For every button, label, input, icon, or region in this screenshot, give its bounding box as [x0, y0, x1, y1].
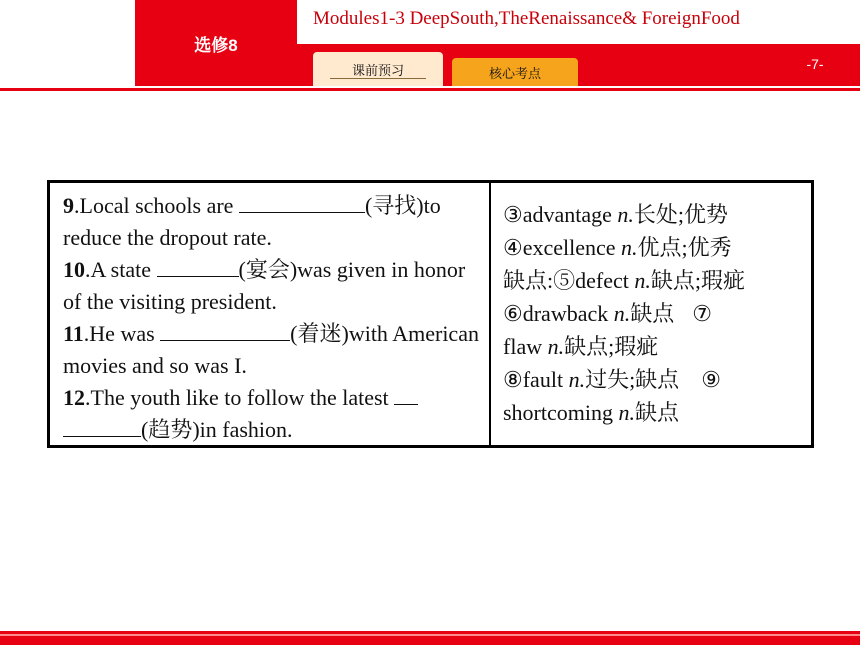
answer-mark: ④ — [503, 235, 523, 260]
question-10 — [63, 254, 479, 318]
question-number: 10 — [63, 257, 85, 282]
answers-cell — [491, 183, 811, 445]
question-11 — [63, 318, 479, 382]
header-divider — [0, 88, 860, 91]
answer-meaning: 缺点;瑕疵 — [650, 268, 745, 293]
answer-word: defect — [575, 268, 635, 293]
answer-trail-mark: ⑨ — [701, 367, 721, 392]
question-text: .He was — [83, 321, 161, 346]
answer-blank[interactable] — [239, 190, 365, 213]
answer-trail-mark: ⑦ — [692, 301, 712, 326]
answer-line — [503, 330, 803, 363]
answer-meaning: 缺点;瑕疵 — [564, 334, 659, 359]
question-hint: (趋势)in fashion. — [141, 417, 293, 442]
tab-preview[interactable] — [313, 52, 443, 86]
part-of-speech: n. — [634, 268, 651, 293]
part-of-speech: n. — [618, 400, 635, 425]
question-12 — [63, 382, 479, 446]
part-of-speech: n. — [568, 367, 586, 392]
questions-cell — [50, 183, 491, 445]
answer-meaning: 过失;缺点 — [585, 367, 680, 392]
answer-line — [503, 231, 803, 264]
tab-underline — [330, 78, 426, 79]
course-badge: 选修8 — [135, 0, 297, 86]
answer-line — [503, 198, 803, 231]
question-hint: (着迷)with American movies and so was I. — [63, 321, 479, 378]
tab-core-points[interactable] — [452, 58, 578, 86]
answer-mark: ⑧ — [503, 367, 523, 392]
question-number: 9 — [63, 193, 74, 218]
answer-line — [503, 297, 803, 330]
tab-core-points-label: 核心考点 — [488, 65, 541, 81]
answer-word: excellence — [522, 235, 622, 260]
answer-word: advantage — [522, 202, 618, 227]
answer-blank[interactable] — [394, 382, 418, 405]
answer-line — [503, 363, 803, 396]
page-title: Modules1-3 DeepSouth,TheRenaissance& ForeignFood — [313, 8, 740, 29]
question-hint: (宴会)was given in honor of the visiting president. — [63, 257, 466, 314]
footer-line — [0, 634, 860, 636]
question-hint: (寻找)to reduce the dropout rate. — [63, 193, 441, 250]
answer-mark: ③ — [503, 202, 523, 227]
part-of-speech: n. — [621, 235, 638, 260]
question-9 — [63, 190, 479, 254]
answer-word: fault — [522, 367, 569, 392]
part-of-speech: n. — [547, 334, 565, 359]
answer-line — [503, 264, 803, 297]
answer-blank-continued[interactable] — [63, 414, 141, 437]
page-number: -7- — [806, 56, 824, 72]
answer-meaning: 优点;优秀 — [637, 235, 732, 260]
question-number: 12 — [63, 385, 85, 410]
tab-preview-label: 课前预习 — [351, 62, 404, 78]
question-text: .A state — [85, 257, 157, 282]
answer-mark: ⑤ — [553, 268, 576, 293]
answer-meaning: 长处;优势 — [633, 202, 729, 227]
answer-meaning: 缺点 — [630, 301, 675, 326]
exercise-table — [47, 180, 814, 448]
footer-bar — [0, 631, 860, 645]
part-of-speech: n. — [617, 202, 634, 227]
answer-line — [503, 396, 803, 429]
question-number: 11 — [63, 321, 84, 346]
answer-word: shortcoming — [503, 400, 619, 425]
part-of-speech: n. — [613, 301, 631, 326]
question-text: .Local schools are — [74, 193, 239, 218]
answer-blank[interactable] — [157, 254, 239, 277]
answer-word: drawback — [522, 301, 614, 326]
answer-meaning: 缺点 — [635, 400, 680, 425]
answer-prefix: 缺点: — [503, 268, 554, 293]
answer-blank[interactable] — [160, 318, 290, 341]
question-text: .The youth like to follow the latest — [85, 385, 395, 410]
answer-word: flaw — [503, 334, 548, 359]
header-left-blank — [0, 0, 135, 86]
answer-mark: ⑥ — [503, 301, 523, 326]
